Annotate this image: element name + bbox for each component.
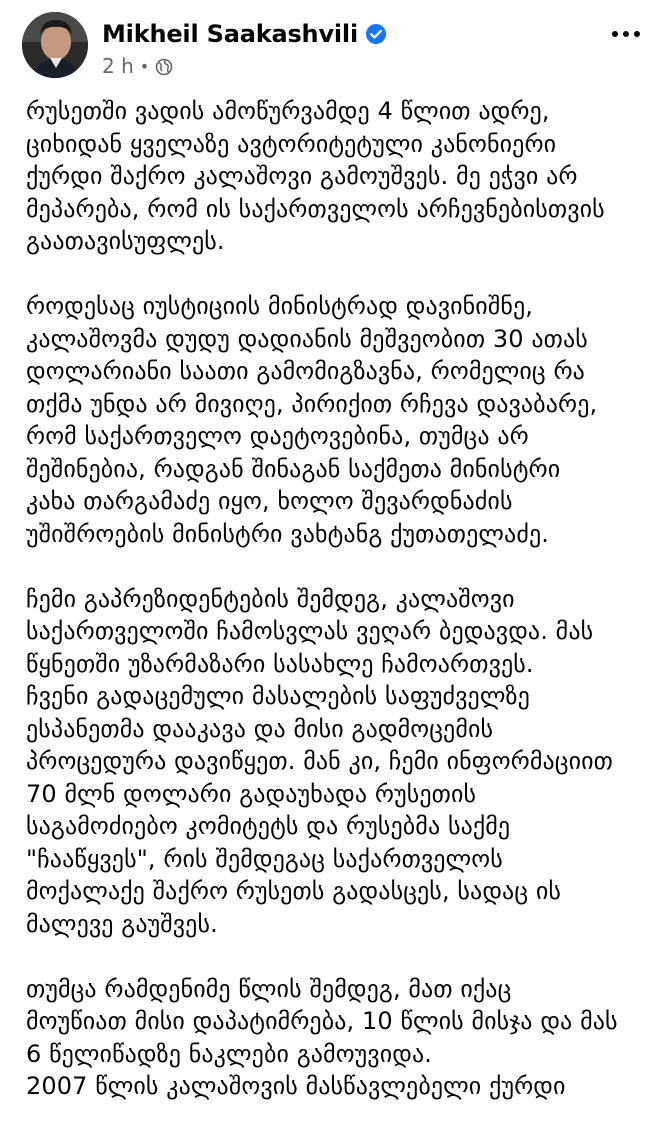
text-line: 70 მლნ დოლარი გადაუხადა რუსეთის [26,779,477,808]
text-line: შეშინებია, რადგან შინაგან საქმეთა მინისტრი [26,454,561,483]
paragraph [26,973,646,1103]
globe-icon [155,57,173,75]
more-options-icon[interactable] [611,26,641,40]
post-timestamp[interactable]: 2 h [102,54,134,78]
text-line: 2007 წლის კალაშოვის მასწავლებელი ქურდი [26,1072,566,1100]
text-line: როდესაც იუსტიციის მინისტრად დავინიშნე, [26,292,533,320]
text-line: ქურდი შაქრო კალაშოვი გამოუშვეს. მე ეჭვი არ [26,162,578,190]
text-line: მალევე გაუშვეს. [26,909,218,938]
text-line: რუსეთში ვადის ამოწურვამდე 4 წლით ადრე, [26,97,550,125]
text-line: 6 წელიწადზე ნაკლები გამოუვიდა. [26,1039,432,1068]
text-line: ციხიდან ყველაზე ავტორიტეტული კანონიერი [26,129,557,158]
meta-separator: • [139,56,150,76]
text-line: თქმა უნდა არ მივიღე, პირიქით რჩევა დავაბარე, [26,389,598,418]
avatar[interactable] [22,12,88,78]
text-line: დოლარიანი საათი გამომიგზავნა, რომელიც რა [26,357,585,385]
paragraph [26,290,646,550]
text-line: საგამოძიებო კომიტეტს და რუსებმა საქმე [26,812,511,840]
paragraph [26,583,646,941]
text-line: "ჩააწყვეს", რის შემდეგაც საქართველოს [26,844,503,873]
text-line: ჩვენი გადაცემული მასალების საფუძველზე [26,682,530,710]
paragraph [26,95,646,258]
text-line: უშიშროების მინისტრი ვახტანგ ქუთათელაძე. [26,519,549,548]
text-line: წყნეთში უზარმაზარი სასახლე ჩამოართვეს. [26,649,534,678]
text-line: კალაშოვმა დუდუ დადიანის მეშვეობით 30 ათას [26,324,588,353]
post-meta [102,54,173,78]
post-text [26,95,646,1135]
text-line: თუმცა რამდენიმე წლის შემდეგ, მათ იქაც [26,974,512,1003]
text-line: საქართველოში ჩამოსვლას ვეღარ ბედავდა. მას [26,617,594,645]
text-line: მოქალაქე შაქრო რუსეთს გადასცეს, სადაც ის [26,877,562,905]
text-line: რომ საქართველო დაეტოვებინა, თუმცა არ [26,422,529,450]
text-line: პროცედურა დავიწყეთ. მან კი, ჩემი ინფორმაციით [26,747,613,775]
author-name[interactable]: Mikheil Saakashvili [102,20,358,48]
text-line: გაათავისუფლეს. [26,227,225,255]
text-line: მეპარება, რომ ის საქართველოს არჩევნებისთვის [26,194,605,223]
avatar-photo [22,12,88,78]
text-line: ესპანეთმა დააკავა და მისი გადმოცემის [26,714,494,743]
post-header [0,0,663,90]
text-line: მოუწიათ მისი დაპატიმრება, 10 წლის მისჯა და მას [26,1007,618,1035]
author-line [102,20,387,48]
text-line: კახა თარგამაძე იყო, ხოლო შევარდნაძის [26,487,513,515]
text-line: ჩემი გაპრეზიდენტების შემდეგ, კალაშოვი [26,584,515,613]
verified-badge-icon [365,23,387,45]
